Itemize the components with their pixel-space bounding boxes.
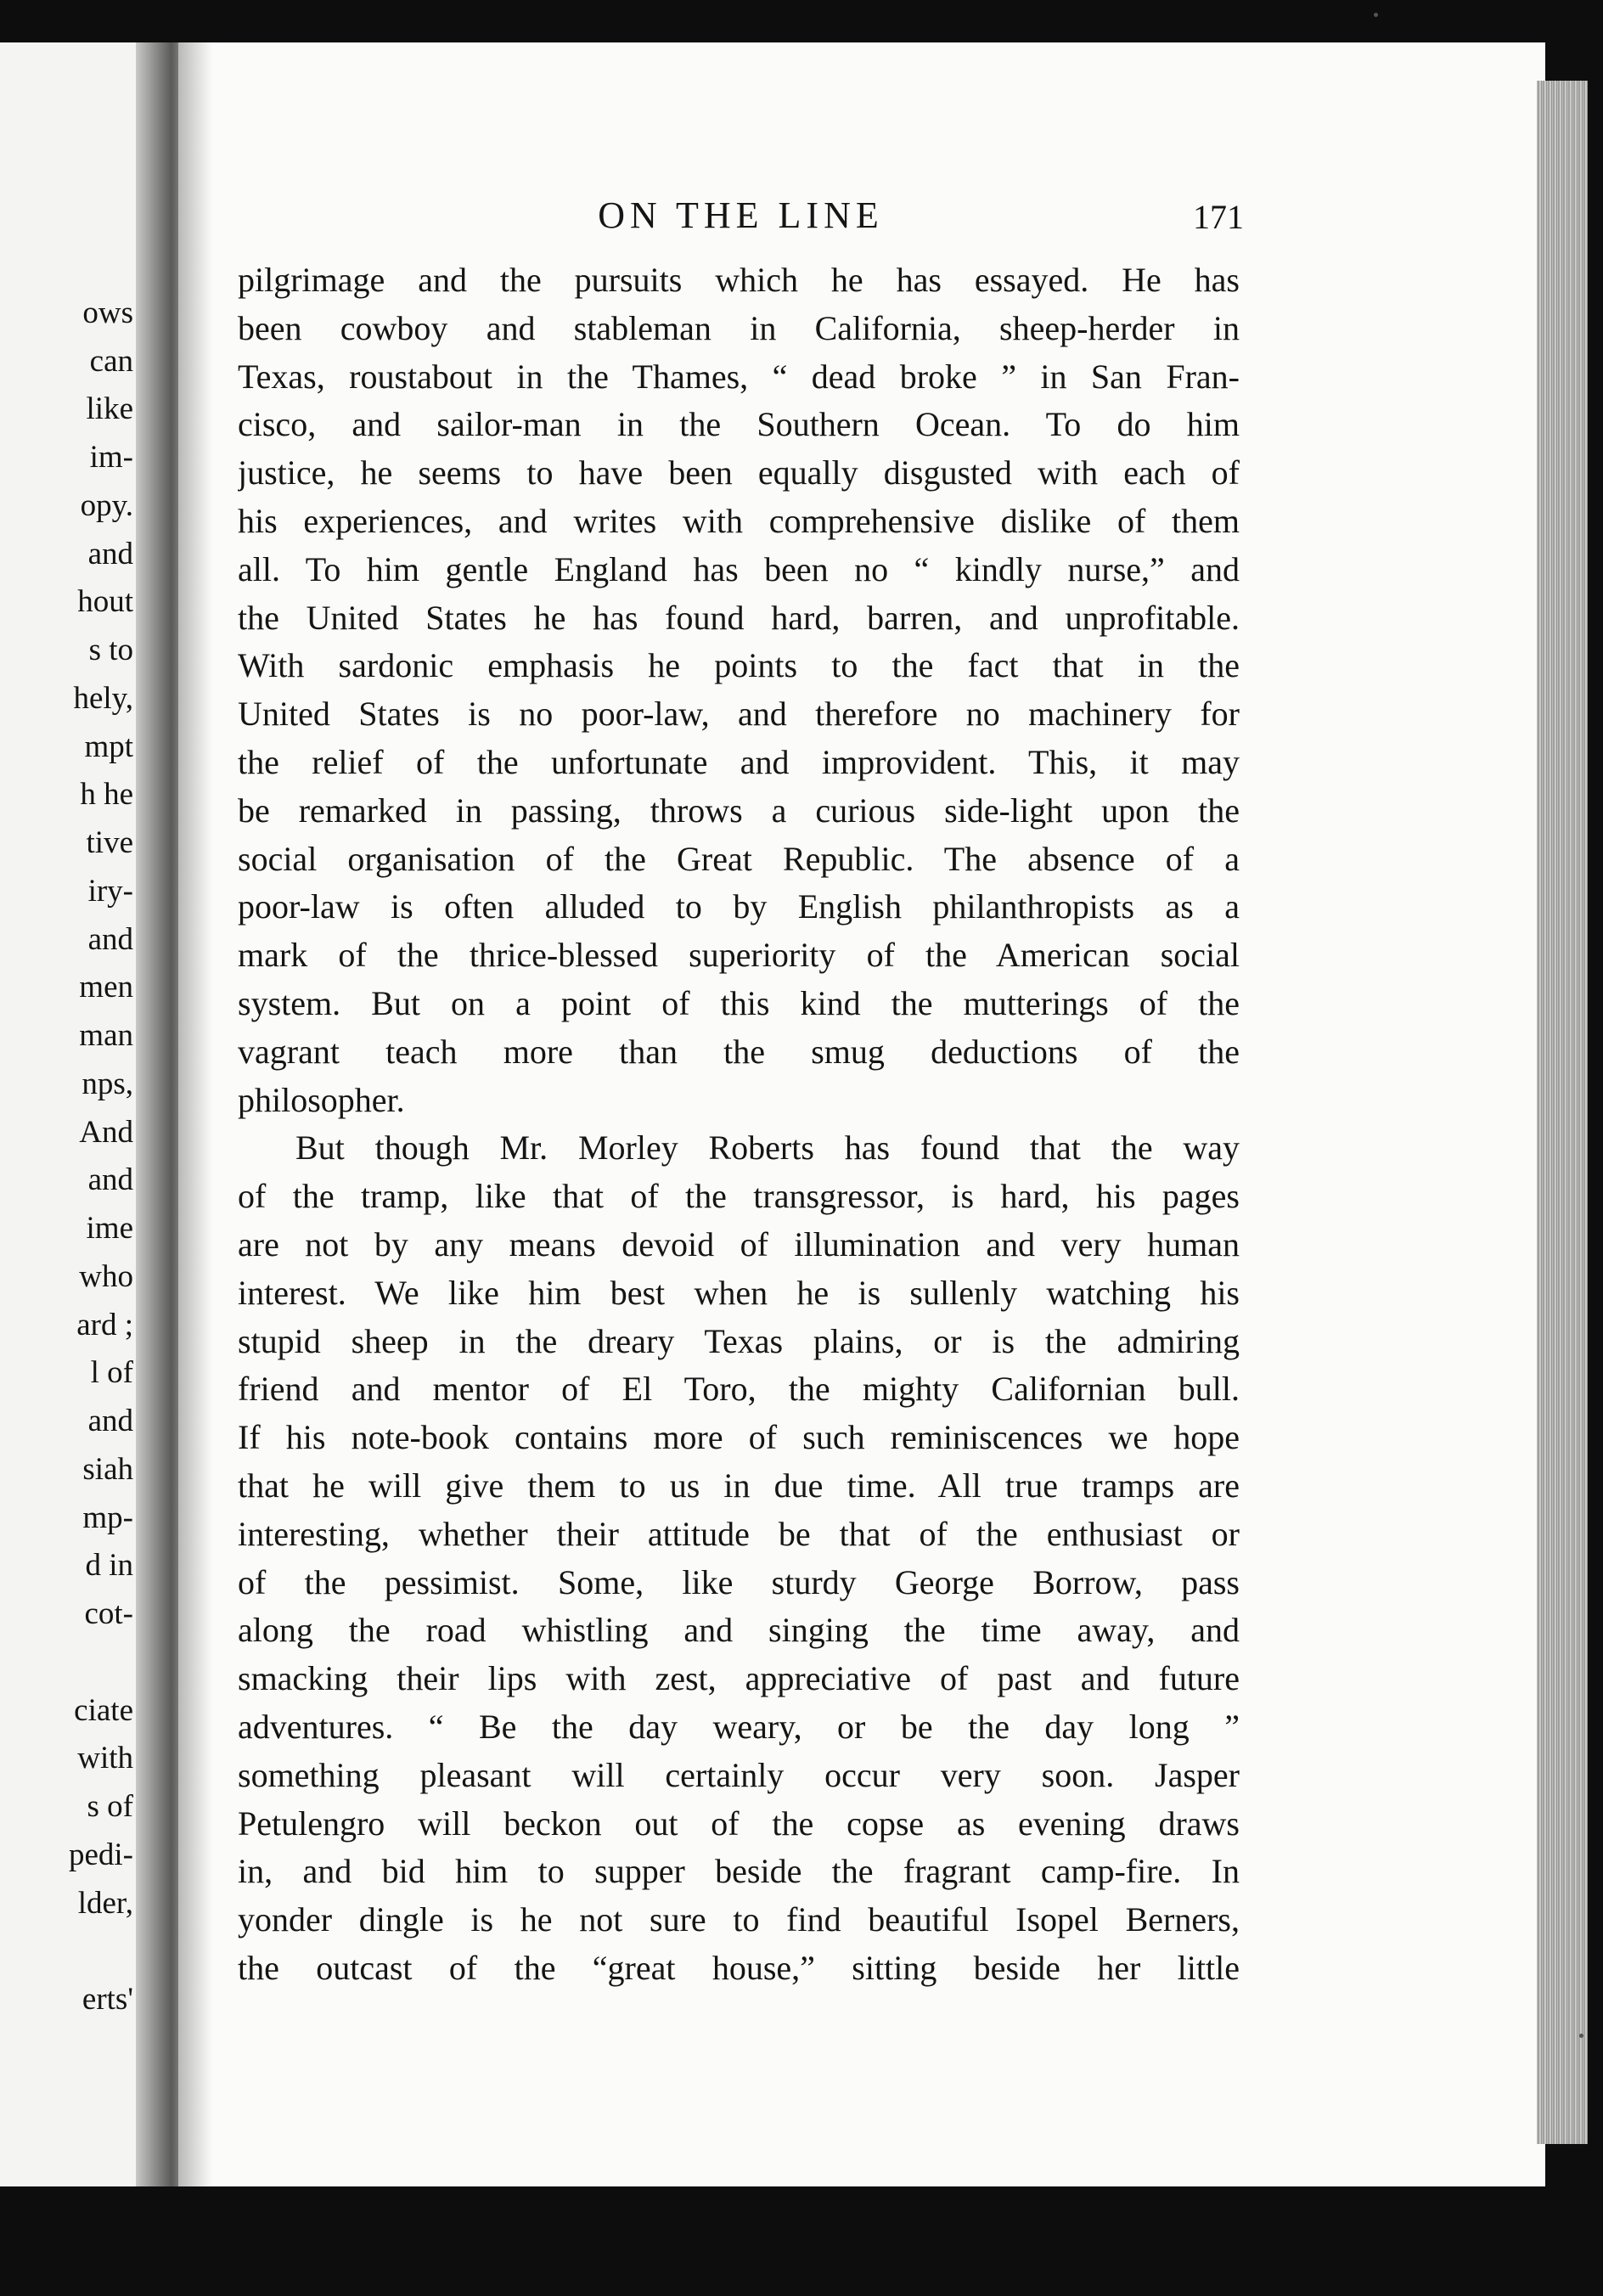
text-line: the outcast of the “great house,” sitting beside her little <box>238 1948 1240 1987</box>
text-line: United States is no poor-law, and therefore no machinery for <box>238 695 1240 734</box>
text-line: interesting, whether their attitude be that of the enthusiast or <box>238 1514 1240 1553</box>
left-page-fragment: can <box>89 344 133 379</box>
left-page-fragment: mp- <box>82 1500 133 1535</box>
left-page-fragment: and <box>87 1162 133 1197</box>
left-page-fragment: s to <box>88 633 133 667</box>
left-page <box>0 42 149 2186</box>
page-number: 171 <box>1193 198 1244 236</box>
text-line: something pleasant will certainly occur very soon. Jasper <box>238 1755 1240 1794</box>
left-page-fragment: ime <box>86 1211 133 1246</box>
gutter-shadow <box>178 42 212 2186</box>
left-page-fragment: and <box>87 1404 133 1438</box>
left-page-fragment: nps, <box>82 1066 133 1101</box>
text-line: been cowboy and stableman in California, sheep-herder in <box>238 308 1240 347</box>
text-line: friend and mentor of El Toro, the mighty Californian bull. <box>238 1370 1240 1409</box>
text-line: that he will give them to us in due time. All true tramps are <box>238 1466 1240 1505</box>
left-page-fragment: im- <box>89 440 133 475</box>
text-line: vagrant teach more than the smug deductions of the <box>238 1032 1240 1071</box>
left-page-fragment: like <box>86 391 133 426</box>
text-line: are not by any means devoid of illumination and very human <box>238 1224 1240 1263</box>
left-page-fragment: mpt <box>84 729 133 764</box>
left-page-fragment: with <box>77 1741 133 1775</box>
text-line: in, and bid him to supper beside the fragrant camp-fire. In <box>238 1852 1240 1891</box>
text-line: social organisation of the Great Republic. The absence of a <box>238 839 1240 878</box>
left-page-fragment: s of <box>87 1789 133 1824</box>
text-line: all. To him gentle England has been no “ kindly nurse,” and <box>238 549 1240 588</box>
left-page-fragment: ows <box>82 295 133 330</box>
text-line: the relief of the unfortunate and improvident. This, it may <box>238 742 1240 781</box>
left-page-fragment: cot- <box>84 1596 133 1631</box>
text-line: cisco, and sailor-man in the Southern Ocean. To do him <box>238 405 1240 444</box>
left-page-fragment: h he <box>80 777 133 812</box>
text-line: But though Mr. Morley Roberts has found that the way <box>295 1128 1240 1168</box>
text-line: poor-law is often alluded to by English philanthropists as a <box>238 887 1240 926</box>
text-line: mark of the thrice-blessed superiority of the American social <box>238 936 1240 975</box>
text-line: Texas, roustabout in the Thames, “ dead broke ” in San Fran- <box>238 357 1240 396</box>
scan-speck <box>1579 2034 1583 2038</box>
text-line: his experiences, and writes with comprehensive dislike of them <box>238 501 1240 540</box>
text-line: With sardonic emphasis he points to the fact that in the <box>238 646 1240 685</box>
text-line: the United States he has found hard, barren, and unprofitable. <box>238 598 1240 637</box>
left-page-fragment: who <box>79 1259 133 1294</box>
left-page-fragment: hout <box>77 584 133 619</box>
text-line: stupid sheep in the dreary Texas plains, or is the admiring <box>238 1321 1240 1360</box>
left-page-fragment: lder, <box>77 1886 133 1921</box>
body-text <box>238 256 1240 1993</box>
text-line: system. But on a point of this kind the mutterings of the <box>238 983 1240 1022</box>
left-page-fragment: ard ; <box>76 1308 133 1342</box>
text-line: along the road whistling and singing the time away, and <box>238 1611 1240 1650</box>
left-page-fragment: d in <box>85 1548 133 1583</box>
text-line: interest. We like him best when he is sullenly watching his <box>238 1273 1240 1312</box>
text-line: be remarked in passing, throws a curious side-light upon the <box>238 791 1240 830</box>
left-page-fragment: and <box>87 922 133 957</box>
left-page-fragment: men <box>79 970 133 1004</box>
left-page-fragment: man <box>79 1018 133 1053</box>
scan-speck <box>1374 13 1378 17</box>
text-line: of the pessimist. Some, like sturdy George Borrow, pass <box>238 1562 1240 1601</box>
text-line: pilgrimage and the pursuits which he has essayed. He has <box>238 261 1240 299</box>
left-page-fragment: and <box>87 537 133 571</box>
page-edges <box>1537 81 1588 2144</box>
left-page-fragment: l of <box>90 1355 133 1390</box>
text-line: If his note-book contains more of such reminiscences we hope <box>238 1418 1240 1457</box>
left-page-fragment: hely, <box>73 681 133 716</box>
text-line: philosopher. <box>238 1080 405 1119</box>
text-line: yonder dingle is he not sure to find beautiful Isopel Berners, <box>238 1900 1240 1939</box>
running-head <box>238 194 1244 245</box>
left-page-fragment: siah <box>82 1452 133 1487</box>
text-line: of the tramp, like that of the transgressor, is hard, his pages <box>238 1177 1240 1216</box>
running-head-title: ON THE LINE <box>598 194 884 236</box>
left-page-fragment: tive <box>86 825 133 860</box>
text-line: justice, he seems to have been equally disgusted with each of <box>238 453 1240 492</box>
left-page-fragment: And <box>79 1115 133 1150</box>
left-page-fragment: erts' <box>82 1982 133 2017</box>
text-line: Petulengro will beckon out of the copse as evening draws <box>238 1804 1240 1843</box>
left-page-fragment: iry- <box>87 874 133 909</box>
text-line: smacking their lips with zest, appreciative of past and future <box>238 1659 1240 1698</box>
left-page-fragment: ciate <box>74 1693 133 1728</box>
left-page-fragment: opy. <box>80 488 133 523</box>
text-line: adventures. “ Be the day weary, or be the day long ” <box>238 1707 1240 1746</box>
left-page-fragment: pedi- <box>68 1837 133 1872</box>
